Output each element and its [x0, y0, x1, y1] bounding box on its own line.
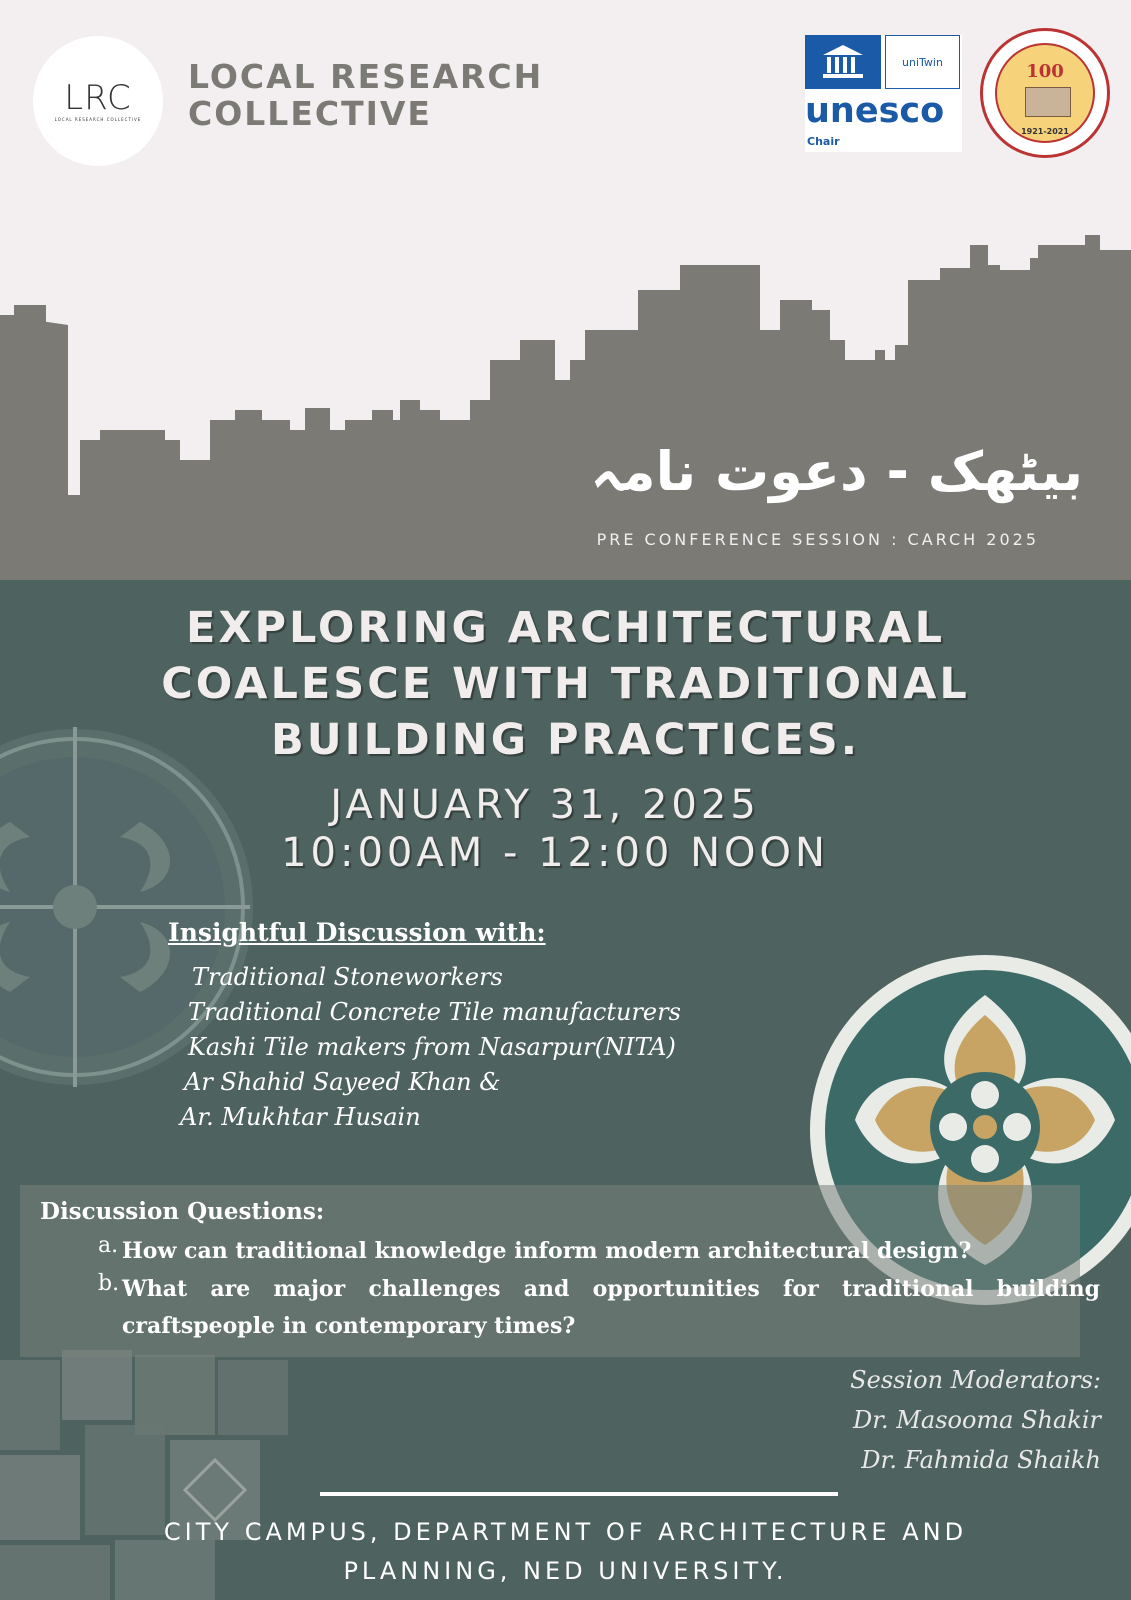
ned-seal-inner: [995, 43, 1095, 143]
question-letter: a.: [98, 1233, 119, 1258]
unesco-temple-icon: [805, 35, 881, 89]
list-item: Traditional Concrete Tile manufacturers: [188, 998, 681, 1026]
venue-line-2: PLANNING, NED UNIVERSITY.: [343, 1557, 788, 1585]
unesco-wordmark: unesco: [805, 91, 945, 131]
venue-line-1: CITY CAMPUS, DEPARTMENT OF ARCHITECTURE AND: [163, 1518, 968, 1546]
event-title-line-1: EXPLORING ARCHITECTURAL: [185, 603, 946, 653]
moderators-heading: Session Moderators:: [850, 1366, 1101, 1394]
organization-name: [188, 58, 543, 132]
moderator-name: Dr. Masooma Shakir: [852, 1406, 1101, 1434]
list-item: Ar Shahid Sayeed Khan &: [184, 1068, 501, 1096]
unesco-chair-label: Chair: [807, 135, 840, 148]
list-item: Traditional Stoneworkers: [192, 963, 503, 991]
event-date: JANUARY 31, 2025: [330, 782, 760, 828]
session-moderators: [850, 1360, 1101, 1480]
discussion-heading: Insightful Discussion with:: [168, 918, 546, 947]
ned-building-icon: [1025, 87, 1071, 117]
discussion-questions-panel: [20, 1185, 1100, 1357]
moderator-name: Dr. Fahmida Shaikh: [861, 1446, 1101, 1474]
unitwin-label: uniTwin: [885, 35, 960, 89]
event-time: 10:00AM - 12:00 NOON: [281, 830, 829, 876]
org-name-line-1: LOCAL RESEARCH: [188, 57, 544, 96]
question-letter: b.: [98, 1271, 120, 1296]
unesco-chair-logo: [805, 35, 962, 152]
event-title-line-2: COALESCE WITH TRADITIONAL: [161, 659, 970, 709]
org-name-line-2: COLLECTIVE: [188, 94, 432, 133]
list-item: Ar. Mukhtar Husain: [180, 1103, 421, 1131]
ned-university-seal: [980, 28, 1110, 158]
question-text: How can traditional knowledge inform modern architectural design?: [122, 1238, 972, 1264]
event-title-line-3: BUILDING PRACTICES.: [270, 715, 861, 765]
lrc-logo: [33, 36, 163, 166]
pre-conference-label: PRE CONFERENCE SESSION : CARCH 2025: [596, 530, 1039, 549]
event-title: [0, 600, 1131, 768]
footer-divider: [320, 1492, 838, 1496]
urdu-title: بیٹھک - دعوت نامہ: [590, 440, 1083, 503]
question-text: What are major challenges and opportunities for traditional building craftspeople in contemporary times?: [122, 1276, 1100, 1339]
list-item: Kashi Tile makers from Nasarpur(NITA): [188, 1033, 676, 1061]
lrc-logo-mark: LRC: [64, 77, 132, 118]
venue-footer: [0, 1513, 1131, 1591]
questions-heading: Discussion Questions:: [40, 1198, 325, 1225]
ned-centenary-number: 100: [1026, 61, 1064, 82]
ned-centenary-years: 1921-2021: [1021, 127, 1069, 136]
discussion-participants-list: [180, 960, 681, 1135]
lrc-logo-subtext: LOCAL RESEARCH COLLECTIVE: [54, 116, 142, 122]
